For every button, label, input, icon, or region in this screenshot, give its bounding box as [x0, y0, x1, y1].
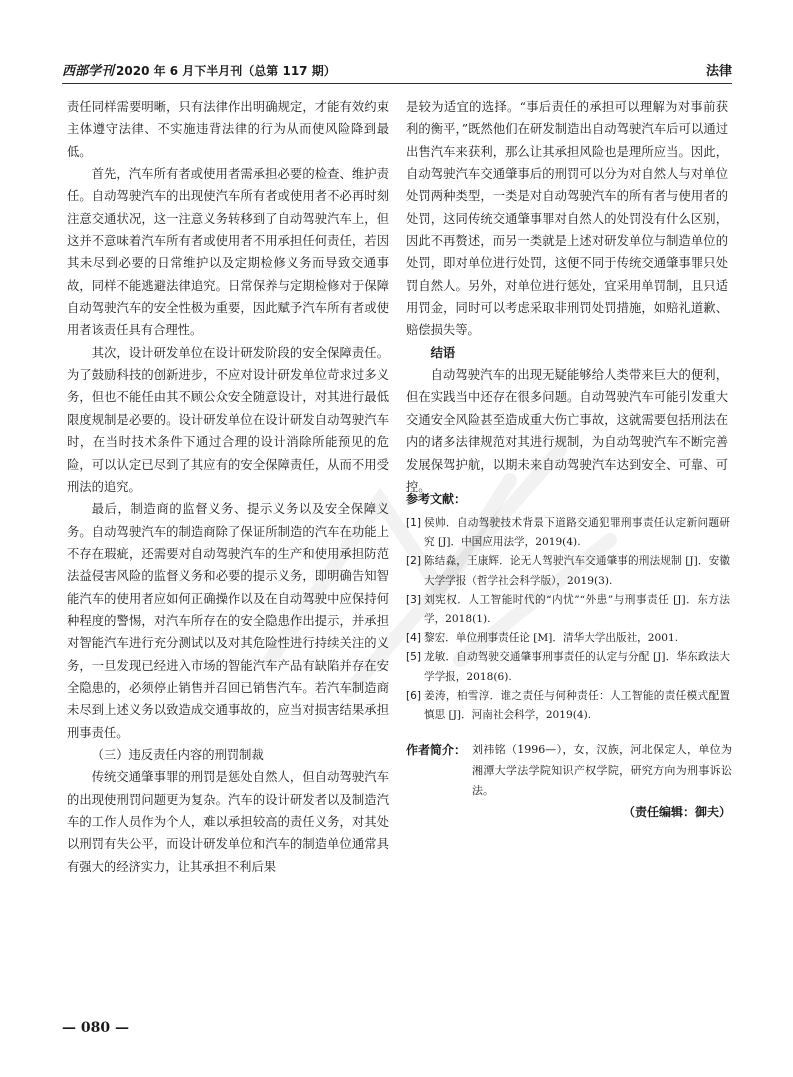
journal-name: 西部学刊 — [62, 64, 115, 79]
reference-number: [1] — [406, 517, 422, 529]
references-title: 参考文献： — [406, 492, 467, 506]
paragraph: 是较为适宜的选择。“事后责任的承担可以理解为对事前获利的衡平，”既然他们在研发制造出自动驾驶汽车后可以通过出售汽车来获利，那么让其承担风险也是理所应当。因此，自动驾驶汽车交通肇事后的刑罚可以分为对自然人与对单位处罚两种类型，一类是对自动驾驶汽车的所有者与使用者的处罚，这同传统交通肇事罪对自然人的处罚没有什么区别，因此不再赘述，而另一类就是上述对研发单位与制造单位的处罚，即对单位进行处罚，这便不同于传统交通肇事罪只处罚自然人。另外，对单位进行惩处，宜采用单罚制，且只适用罚金，同时可以考虑采取非刑罚处罚措施，如赔礼道歉、赔偿损失等。 — [406, 100, 728, 338]
reference-item — [406, 591, 730, 629]
paragraph: 最后，制造商的监督义务、提示义务以及安全保障义务。自动驾驶汽车的制造商除了保证所制造的汽车在功能上不存在瑕疵，还需要对自动驾驶汽车的生产和使用承担防范法益侵害风险的监督义务和必要的提示义务，即明确告知智能汽车的使用者应如何正确操作以及在自动驾驶中应保持何种程度的警惕，对汽车所存在的安全隐患作出提示，并承担对智能汽车进行充分测试以及对其危险性进行持续关注的义务，一旦发现已经进入市场的智能汽车产品有缺陷并存在安全隐患的，必须停止销售并召回已销售汽车。若汽车制造商未尽到上述义务以致造成交通事故的，应当对损害结果承担刑事责任。 — [67, 502, 389, 740]
reference-number: [4] — [406, 632, 422, 645]
reference-item — [406, 514, 730, 552]
header-divider — [62, 83, 732, 84]
reference-text: 刘宪权．人工智能时代的“内忧”“外患”与刑事责任 [J]．东方法学，2018(1). — [424, 593, 730, 626]
paragraph: 责任同样需要明晰，只有法律作出明确规定，才能有效约束主体遵守法律、不实施违背法律的行为从而使风险降到最低。 — [67, 100, 389, 159]
reference-text: 龙敏．自动驾驶交通肇事刑事责任的认定与分配 [J]．华东政法大学学报，2018(6). — [424, 651, 730, 683]
page-header — [62, 60, 732, 82]
issue-info: 2020 年 6 月下半月刊（总第 117 期） — [116, 64, 336, 78]
reference-text: 侯帅．自动驾驶技术背景下道路交通犯罪刑事责任认定新问题研究 [J]．中国应用法学，2019(4). — [424, 517, 730, 549]
paragraph: 首先，汽车所有者或使用者需承担必要的检查、维护责任。自动驾驶汽车的出现使汽车所有者或使用者不必再时刻注意交通状况，这一注意义务转移到了自动驾驶汽车上，但这并不意味着汽车所有者或使用者不用承担任何责任，若因其未尽到必要的日常维护以及定期检修义务而导致交通事故，同样不能逃避法律追究。日常保养与定期检修对于保障自动驾驶汽车的安全性极为重要，因此赋予汽车所有者或使用者该责任具有合理性。 — [67, 167, 389, 338]
reference-number: [5] — [406, 651, 422, 664]
reference-number: [6] — [406, 689, 422, 702]
reference-text: 黎宏．单位刑事责任论 [M]．清华大学出版社，2001. — [424, 632, 679, 645]
author-label: 作者简介： — [406, 743, 467, 757]
paragraph: 传统交通肇事罪的刑罚是惩处自然人，但自动驾驶汽车的出现使刑罚问题更为复杂。汽车的设计研发者以及制造汽车的工作人员作为个人，难以承担较高的责任义务，对其处以刑罚有失公平，而设计研发单位和汽车的制造单位通常具有强大的经济实力，让其承担不利后果 — [67, 770, 389, 874]
subsection-heading: （三）违反责任内容的刑罚制裁 — [91, 747, 264, 762]
reference-number: [3] — [406, 593, 422, 606]
author-bio — [406, 740, 732, 802]
reference-item — [406, 629, 730, 648]
page-number: — 080 — — [62, 1020, 129, 1036]
right-column — [406, 96, 728, 498]
paragraph: 其次，设计研发单位在设计研发阶段的安全保障责任。为了鼓励科技的创新进步，不应对设计研发单位苛求过多义务，但也不能任由其不顾公众安全随意设计，对其进行最低限度规制是必要的。设计研发单位在设计研发自动驾驶汽车时，在当时技术条件下通过合理的设计消除所能预见的危险，可以认定已尽到了其应有的安全保障责任，从而不用受刑法的追究。 — [67, 345, 389, 494]
responsible-editor: （责任编辑：御夫） — [622, 805, 731, 819]
reference-text: 姜涛，柏雪淳．谁之责任与何种责任：人工智能的责任模式配置慎思 [J]．河南社会科学，2019(4). — [424, 689, 730, 722]
references — [406, 490, 730, 725]
section-heading: 结语 — [430, 345, 456, 360]
reference-item — [406, 648, 730, 686]
reference-text: 陈结淼，王康辉．论无人驾驶汽车交通肇事的刑法规制 [J]．安徽大学学报（哲学社会科学版），2019(3). — [424, 555, 730, 587]
left-column — [67, 96, 389, 878]
section-name: 法律 — [705, 64, 732, 79]
reference-item — [406, 552, 730, 590]
journal-issue — [62, 60, 336, 79]
paragraph: 自动驾驶汽车的出现无疑能够给人类带来巨大的便利，但在实践当中还存在很多问题。自动驾驶汽车可能引发重大交通安全风险甚至造成重大伤亡事故，这就需要包括刑法在内的诸多法律规范对其进行规制，为自动驾驶汽车不断完善发展保驾护航，以期未来自动驾驶汽车达到安全、可靠、可控。 — [406, 368, 728, 494]
reference-number: [2] — [406, 555, 422, 568]
reference-item — [406, 687, 730, 725]
author-text: 刘祎铭（1996—），女，汉族，河北保定人，单位为湘潭大学法学院知识产权学院，研究方向为刑事诉讼法。 — [472, 743, 732, 797]
